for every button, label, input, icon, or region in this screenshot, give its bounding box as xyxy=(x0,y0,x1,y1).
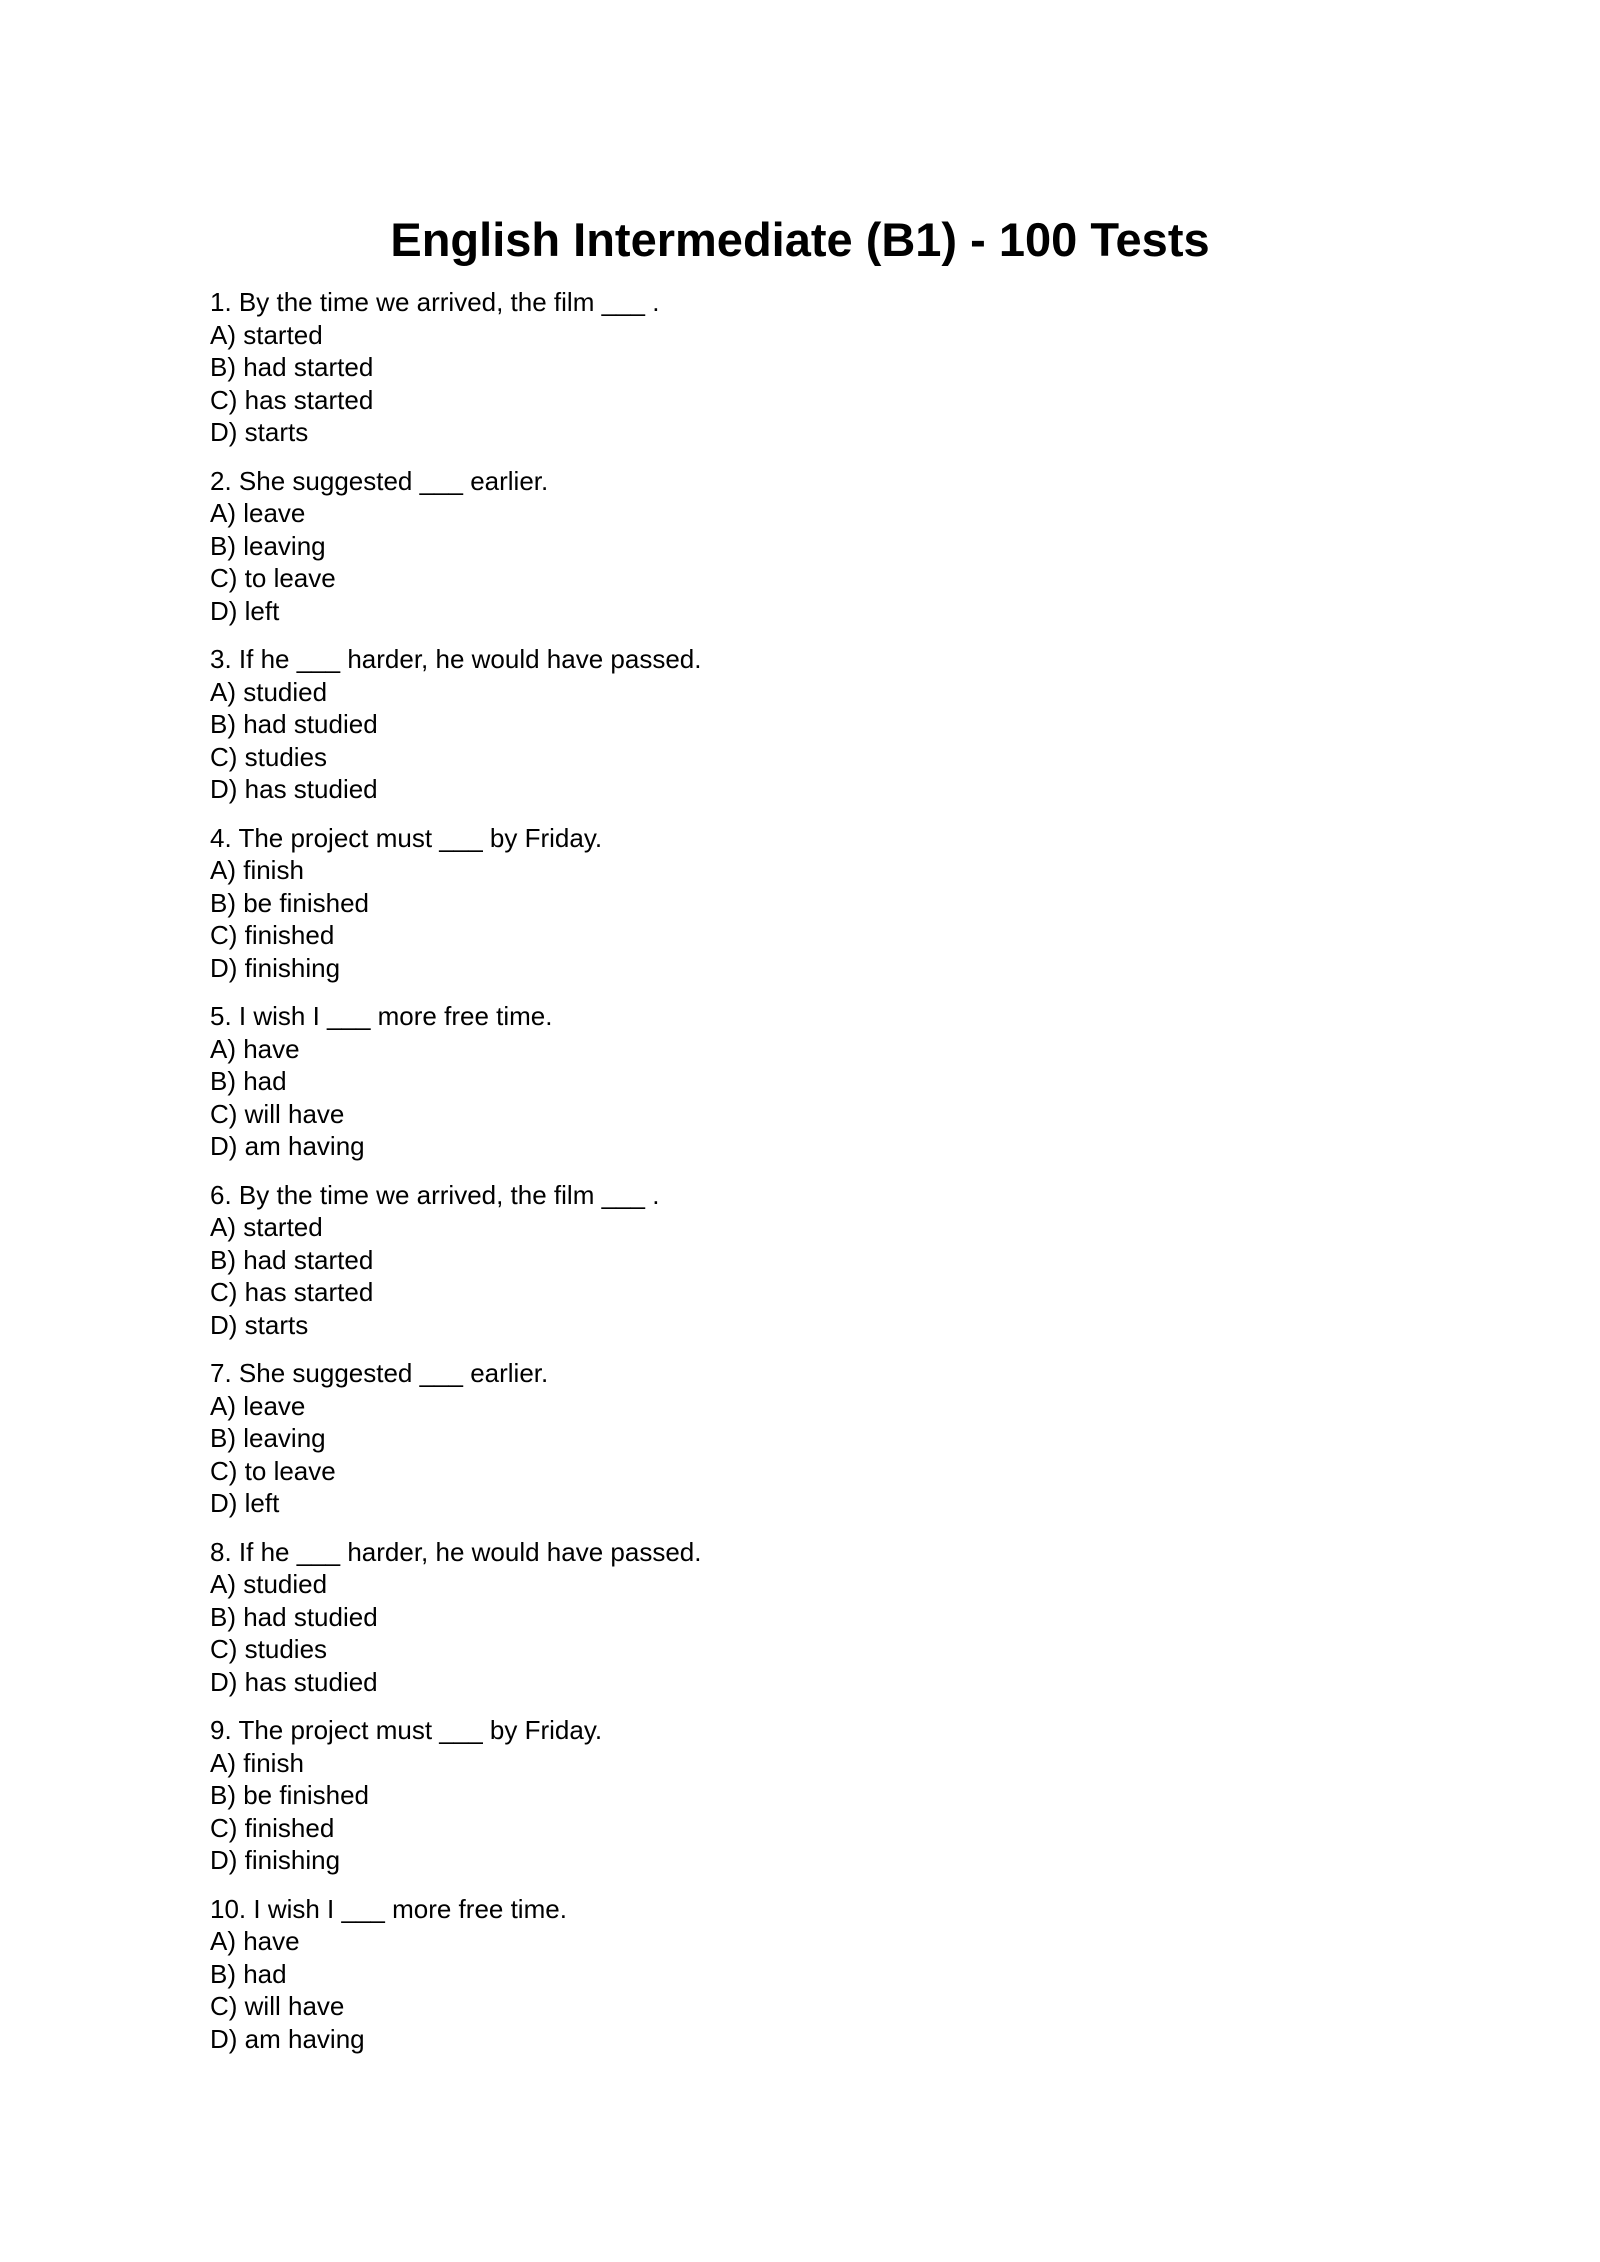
question-text: 2. She suggested ___ earlier. xyxy=(210,465,549,496)
page-title: English Intermediate (B1) - 100 Tests xyxy=(390,213,1210,266)
answer-option: D) has studied xyxy=(210,1666,378,1697)
answer-option: A) have xyxy=(210,1926,300,1956)
question-item xyxy=(210,822,1410,985)
answer-option: B) be finished xyxy=(210,887,369,918)
answer-option: D) left xyxy=(210,1488,280,1518)
question-text: 8. If he ___ harder, he would have passed. xyxy=(210,1536,702,1567)
answer-option: C) to leave xyxy=(210,563,336,593)
answer-option: D) am having xyxy=(210,1131,365,1161)
answer-option: C) to leave xyxy=(210,1455,336,1486)
question-item xyxy=(210,1893,1410,2056)
question-item xyxy=(210,1357,1410,1520)
answer-option: C) finished xyxy=(210,1812,335,1843)
answer-option: C) will have xyxy=(210,1098,345,1129)
answer-option: B) be finished xyxy=(210,1780,369,1810)
answer-option: C) has started xyxy=(210,384,374,415)
answer-option: A) studied xyxy=(210,676,328,707)
answer-option: D) has studied xyxy=(210,774,378,804)
answer-option: B) leaving xyxy=(210,1423,326,1453)
answer-option: A) have xyxy=(210,1033,300,1064)
question-text: 7. She suggested ___ earlier. xyxy=(210,1358,549,1388)
answer-option: B) had studied xyxy=(210,709,378,739)
answer-option: B) leaving xyxy=(210,530,326,561)
answer-option: C) studies xyxy=(210,741,328,772)
question-item xyxy=(210,1000,1410,1163)
answer-option: D) starts xyxy=(210,417,309,447)
answer-option: D) finishing xyxy=(210,1845,341,1875)
answer-option: D) am having xyxy=(210,2023,365,2054)
answer-option: B) had xyxy=(210,1066,287,1096)
question-item xyxy=(210,286,1410,449)
answer-option: B) had studied xyxy=(210,1601,378,1632)
question-item xyxy=(210,1714,1410,1877)
answer-option: A) leave xyxy=(210,498,306,528)
answer-option: A) studied xyxy=(210,1569,328,1599)
question-item xyxy=(210,643,1410,806)
question-list xyxy=(210,286,1410,2071)
question-text: 6. By the time we arrived, the film ___ . xyxy=(210,1179,660,1210)
question-text: 1. By the time we arrived, the film ___ . xyxy=(210,287,660,317)
question-text: 9. The project must ___ by Friday. xyxy=(210,1715,603,1745)
question-item xyxy=(210,1536,1410,1699)
question-text: 4. The project must ___ by Friday. xyxy=(210,822,603,853)
answer-option: D) left xyxy=(210,595,280,626)
answer-option: A) started xyxy=(210,1212,323,1242)
answer-option: C) has started xyxy=(210,1277,374,1307)
answer-option: A) finish xyxy=(210,855,304,885)
question-item xyxy=(210,465,1410,628)
answer-option: C) finished xyxy=(210,920,335,950)
answer-option: A) finish xyxy=(210,1747,304,1778)
answer-option: C) will have xyxy=(210,1991,345,2021)
question-text: 10. I wish I ___ more free time. xyxy=(210,1893,567,1924)
answer-option: B) had xyxy=(210,1958,287,1989)
question-text: 3. If he ___ harder, he would have passed. xyxy=(210,644,702,674)
question-item xyxy=(210,1179,1410,1342)
answer-option: D) starts xyxy=(210,1309,309,1340)
answer-option: A) leave xyxy=(210,1390,306,1421)
answer-option: C) studies xyxy=(210,1634,328,1664)
answer-option: D) finishing xyxy=(210,952,341,983)
answer-option: A) started xyxy=(210,319,323,350)
answer-option: B) had started xyxy=(210,1244,374,1275)
question-text: 5. I wish I ___ more free time. xyxy=(210,1001,553,1031)
answer-option: B) had started xyxy=(210,352,374,382)
